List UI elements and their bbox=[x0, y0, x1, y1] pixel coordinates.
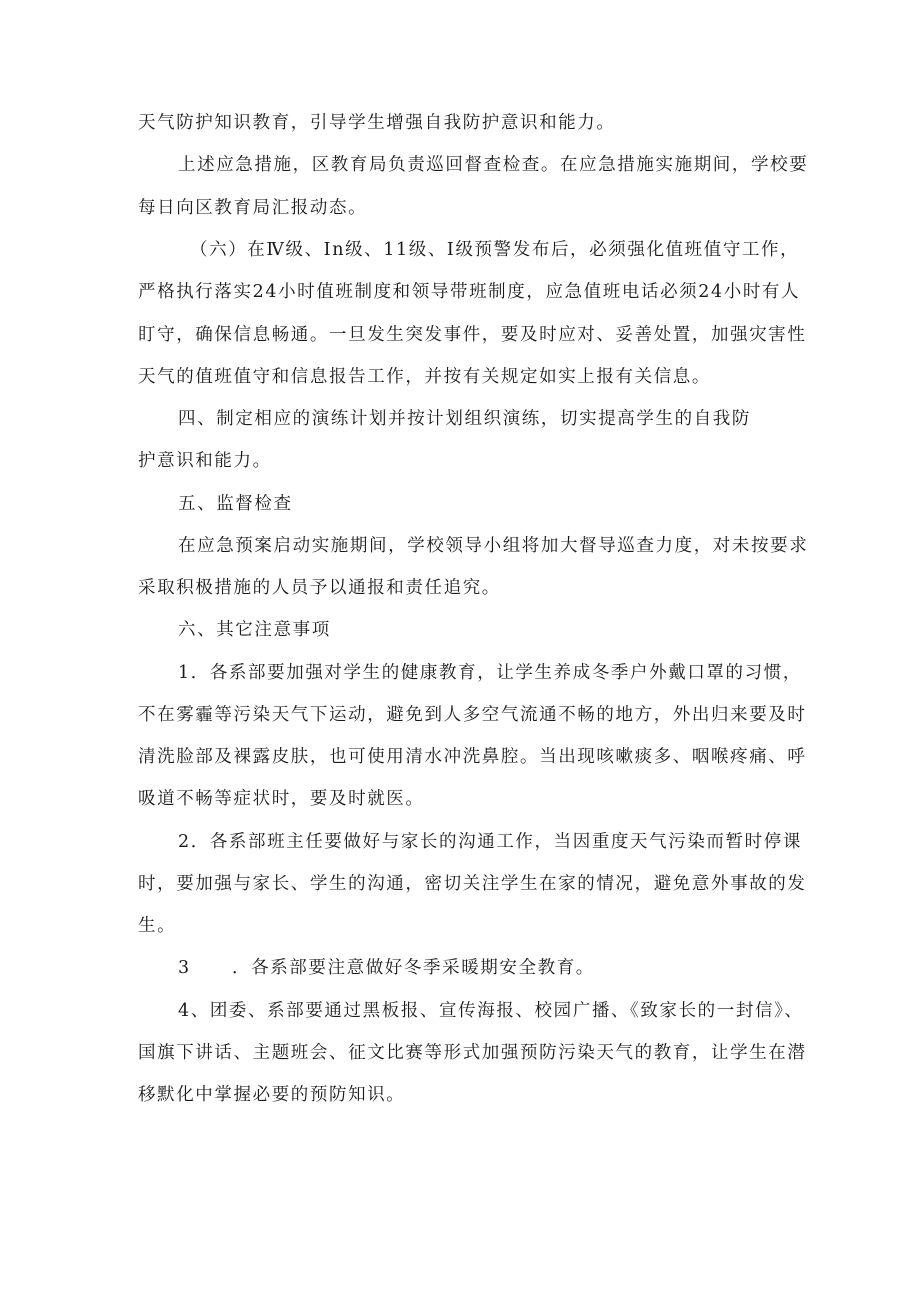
text-line: 国旗下讲话、主题班会、征文比赛等形式加强预防污染天气的教育，让学生在潜 bbox=[138, 1043, 807, 1063]
section-heading: 五、监督检查 bbox=[178, 494, 293, 514]
text-line: 时，要加强与家长、学生的沟通，密切关注学生在家的情况，避免意外事故的发 bbox=[138, 874, 807, 894]
text-line: 护意识和能力。 bbox=[138, 451, 272, 471]
text-line: （六）在Ⅳ级、In级、11级、Ⅰ级预警发布后，必须强化值班值守工作， bbox=[190, 240, 800, 260]
section-heading: 四、制定相应的演练计划并按计划组织演练，切实提高学生的自我防 bbox=[178, 409, 751, 429]
text-line: 在应急预案启动实施期间，学校领导小组将加大督导巡查力度，对未按要求 bbox=[178, 536, 809, 556]
list-item: 4、团委、系部要通过黑板报、宣传海报、校园广播、《致家长的一封信》、 bbox=[178, 1001, 804, 1021]
section-heading: 六、其它注意事项 bbox=[178, 620, 331, 640]
list-item-number: 3 bbox=[178, 958, 191, 978]
text-line: 上述应急措施，区教育局负责巡回督查检查。在应急措施实施期间，学校要 bbox=[178, 155, 809, 175]
text-line: 每日向区教育局汇报动态。 bbox=[138, 198, 368, 218]
text-line: 采取积极措施的人员予以通报和责任追究。 bbox=[138, 578, 501, 598]
text-line: 盯守，确保信息畅通。一旦发生突发事件，要及时应对、妥善处置，加强灾害性 bbox=[138, 325, 807, 345]
text-line: 移默化中掌握必要的预防知识。 bbox=[138, 1085, 406, 1105]
text-line: 不在雾霾等污染天气下运动，避免到人多空气流通不畅的地方，外出归来要及时 bbox=[138, 705, 807, 725]
text-line: 吸道不畅等症状时，要及时就医。 bbox=[138, 789, 425, 809]
text-line: 天气防护知识教育，引导学生增强自我防护意识和能力。 bbox=[138, 113, 616, 133]
list-item: ．各系部要注意做好冬季采暖期安全教育。 bbox=[232, 958, 595, 978]
text-line: 严格执行落实24小时值班制度和领导带班制度，应急值班电话必须24小时有人 bbox=[138, 282, 801, 302]
text-line: 生。 bbox=[138, 916, 177, 936]
list-item: 2．各系部班主任要做好与家长的沟通工作，当因重度天气污染而暂时停课 bbox=[178, 832, 802, 852]
text-line: 天气的值班值守和信息报告工作，并按有关规定如实上报有关信息。 bbox=[138, 367, 711, 387]
text-line: 清洗脸部及裸露皮肤，也可使用清水冲洗鼻腔。当出现咳嗽痰多、咽喉疼痛、呼 bbox=[138, 747, 807, 767]
list-item: 1．各系部要加强对学生的健康教育，让学生养成冬季户外戴口罩的习惯， bbox=[178, 663, 802, 683]
